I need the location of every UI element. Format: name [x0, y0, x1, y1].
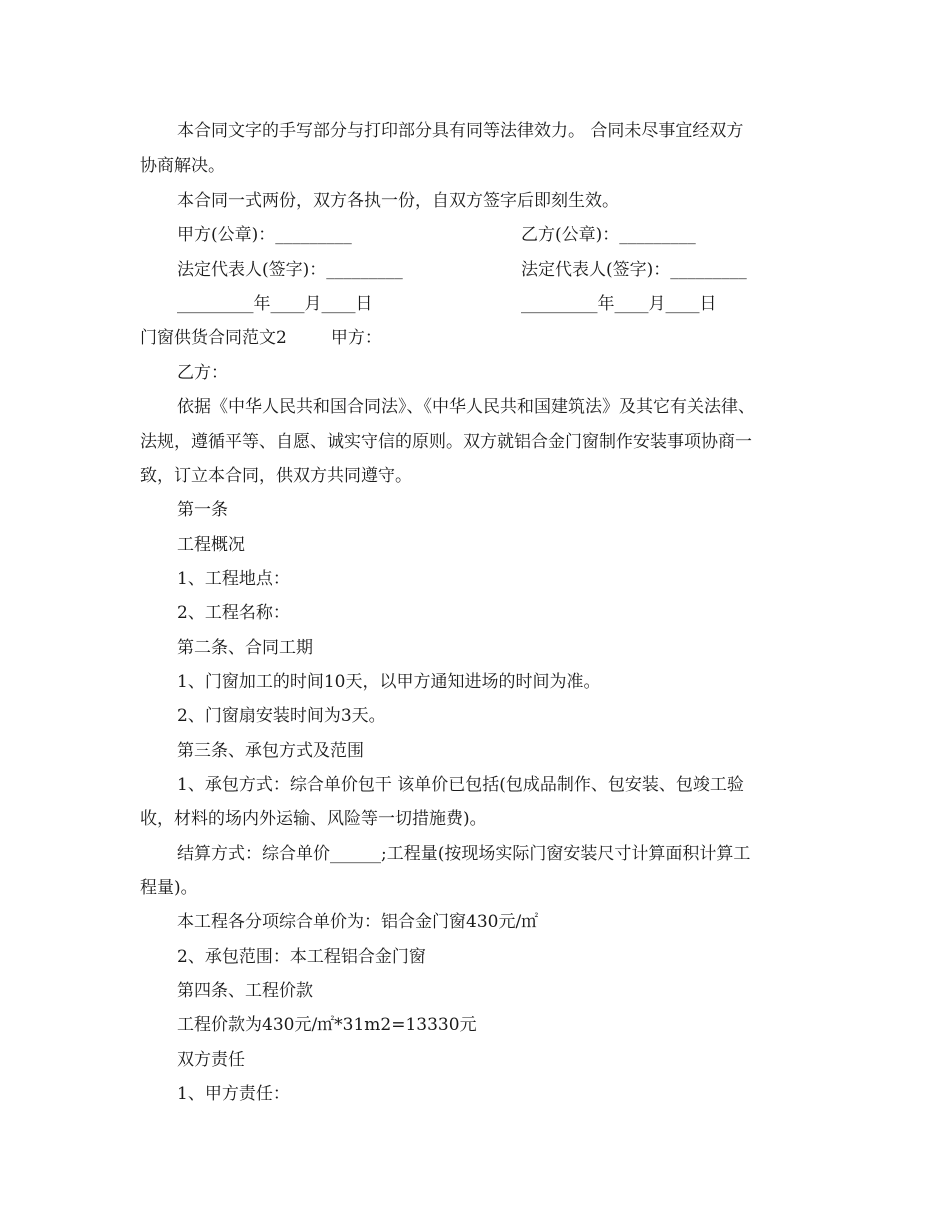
paragraph-line: 收，材料的场内外运输、风险等一切措施费)。: [140, 809, 487, 829]
signature-party-b: 乙方(公章)：_________: [521, 225, 696, 245]
article-heading: 第二条、合同工期: [177, 638, 313, 658]
article-heading: 第一条: [177, 500, 228, 520]
list-item: 1、门窗加工的时间10天，以甲方通知进场的时间为准。: [177, 672, 601, 692]
article-heading: 第三条、承包方式及范围: [177, 741, 364, 761]
list-item: 1、甲方责任：: [177, 1084, 290, 1104]
paragraph-line: 本合同文字的手写部分与打印部分具有同等法律效力。 合同未尽事宜经双方: [177, 121, 744, 141]
paragraph-line: 本合同一式两份，双方各执一份，自双方签字后即刻生效。: [177, 191, 619, 211]
list-item: 1、工程地点：: [177, 569, 290, 589]
paragraph-line: 协商解决。: [140, 156, 225, 176]
paragraph-line: 程量)。: [140, 878, 198, 898]
article-heading: 第四条、工程价款: [177, 981, 313, 1001]
signature-party-a: 甲方(公章)：_________: [177, 225, 352, 245]
signature-date-a: _________年____月____日: [177, 294, 373, 314]
heading-party-a: 甲方：: [330, 328, 382, 348]
paragraph-line: 本工程各分项综合单价为：铝合金门窗430元/㎡: [177, 912, 539, 932]
paragraph-line: 致，订立本合同，供双方共同遵守。: [140, 466, 412, 486]
paragraph-line: 法规，遵循平等、自愿、诚实守信的原则。双方就铝合金门窗制作安装事项协商一: [140, 432, 752, 452]
article-title: 工程概况: [177, 535, 245, 555]
paragraph-line: 工程价款为430元/㎡*31m2=13330元: [177, 1015, 477, 1035]
signature-date-b: _________年____月____日: [521, 294, 717, 314]
list-item: 2、工程名称：: [177, 603, 290, 623]
paragraph-line: 结算方式：综合单价______;工程量(按现场实际门窗安装尺寸计算面积计算工: [177, 844, 751, 864]
signature-rep-b: 法定代表人(签字)：_________: [521, 260, 747, 280]
list-item: 2、门窗扇安装时间为3天。: [177, 706, 386, 726]
paragraph-line: 依据《中华人民共和国合同法》、《中华人民共和国建筑法》及其它有关法律、: [177, 397, 755, 417]
section-title: 双方责任: [177, 1050, 245, 1070]
heading-title: 门窗供货合同范文2: [140, 328, 287, 348]
list-item: 2、承包范围：本工程铝合金门窗: [177, 947, 426, 967]
list-item: 1、承包方式：综合单价包干 该单价已包括(包成品制作、包安装、包竣工验: [177, 775, 744, 795]
section-heading: [140, 326, 382, 350]
signature-rep-a: 法定代表人(签字)：_________: [177, 260, 403, 280]
party-b-label: 乙方：: [177, 363, 228, 383]
